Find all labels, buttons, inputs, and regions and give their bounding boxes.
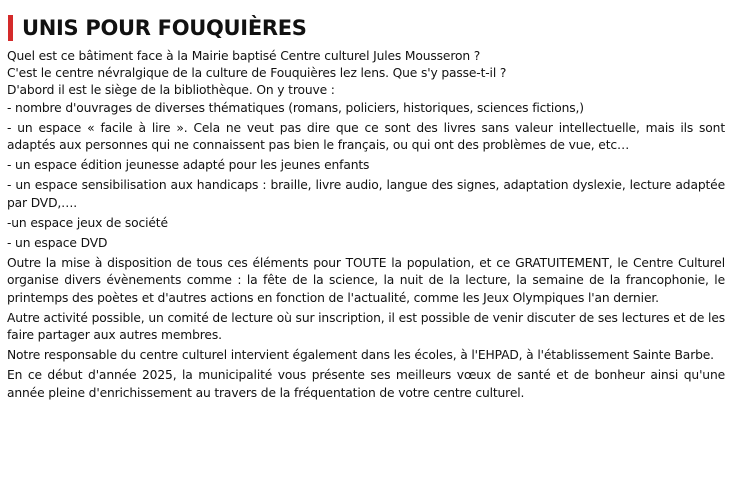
- item-facile-a-lire: - un espace « facile à lire ». Cela ne veut pas dire que ce sont des livres sans valeur intellectuelle, mais ils sont adaptés aux personnes qui ne connaissent pas bien le français, ou qui ont des problèmes de vue, etc…: [7, 120, 725, 153]
- paragraph-ecoles: Notre responsable du centre culturel intervient également dans les écoles, à l'EHPAD, à l'établissement Sainte Barbe.: [7, 348, 714, 363]
- paragraph-comite-lecture: Autre activité possible, un comité de lecture où sur inscription, il est possible de venir discuter de ses lectures et de les faire partager aux autres membres.: [7, 310, 725, 343]
- item-edition-jeunesse: - un espace édition jeunesse adapté pour les jeunes enfants: [7, 158, 370, 173]
- item-ouvrages: - nombre d'ouvrages de diverses thématiques (romans, policiers, historiques, sciences fictions,): [7, 100, 584, 115]
- article-heading: [7, 14, 725, 42]
- item-handicaps: - un espace sensibilisation aux handicaps : braille, livre audio, langue des signes, adaptation dyslexie, lecture adaptée par DVD,….: [7, 178, 725, 210]
- heading-accent-bar: [8, 15, 13, 41]
- intro-block: [7, 48, 725, 117]
- paragraph-evenements: Outre la mise à disposition de tous ces éléments pour TOUTE la population, et ce GRATUITEMENT, le Centre Culturel organise divers évènements comme : la fête de la science, la nuit de la lecture, la semaine de la francophonie, le printemps des poètes et d'autres actions en fonction de l'actualité, comme les Jeux Olympiques l'an dernier.: [7, 256, 725, 305]
- item-dvd: - un espace DVD: [7, 236, 108, 251]
- intro-answer: C'est le centre névralgique de la culture de Fouquières lez lens. Que s'y passe-t-il ?: [7, 66, 507, 81]
- article-body: [7, 48, 725, 402]
- intro-question: Quel est ce bâtiment face à la Mairie baptisé Centre culturel Jules Mousseron ?: [7, 49, 481, 63]
- article: [7, 14, 725, 405]
- intro-library: D'abord il est le siège de la bibliothèque. On y trouve :: [7, 83, 335, 98]
- item-jeux-societe: -un espace jeux de société: [7, 215, 168, 230]
- article-title: UNIS POUR FOUQUIÈRES: [22, 16, 307, 40]
- paragraph-voeux: En ce début d'année 2025, la municipalité vous présente ses meilleurs vœux de santé et de bonheur ainsi qu'une année pleine d'enrichissement au travers de la fréquentation de votre centre culturel.: [7, 368, 725, 400]
